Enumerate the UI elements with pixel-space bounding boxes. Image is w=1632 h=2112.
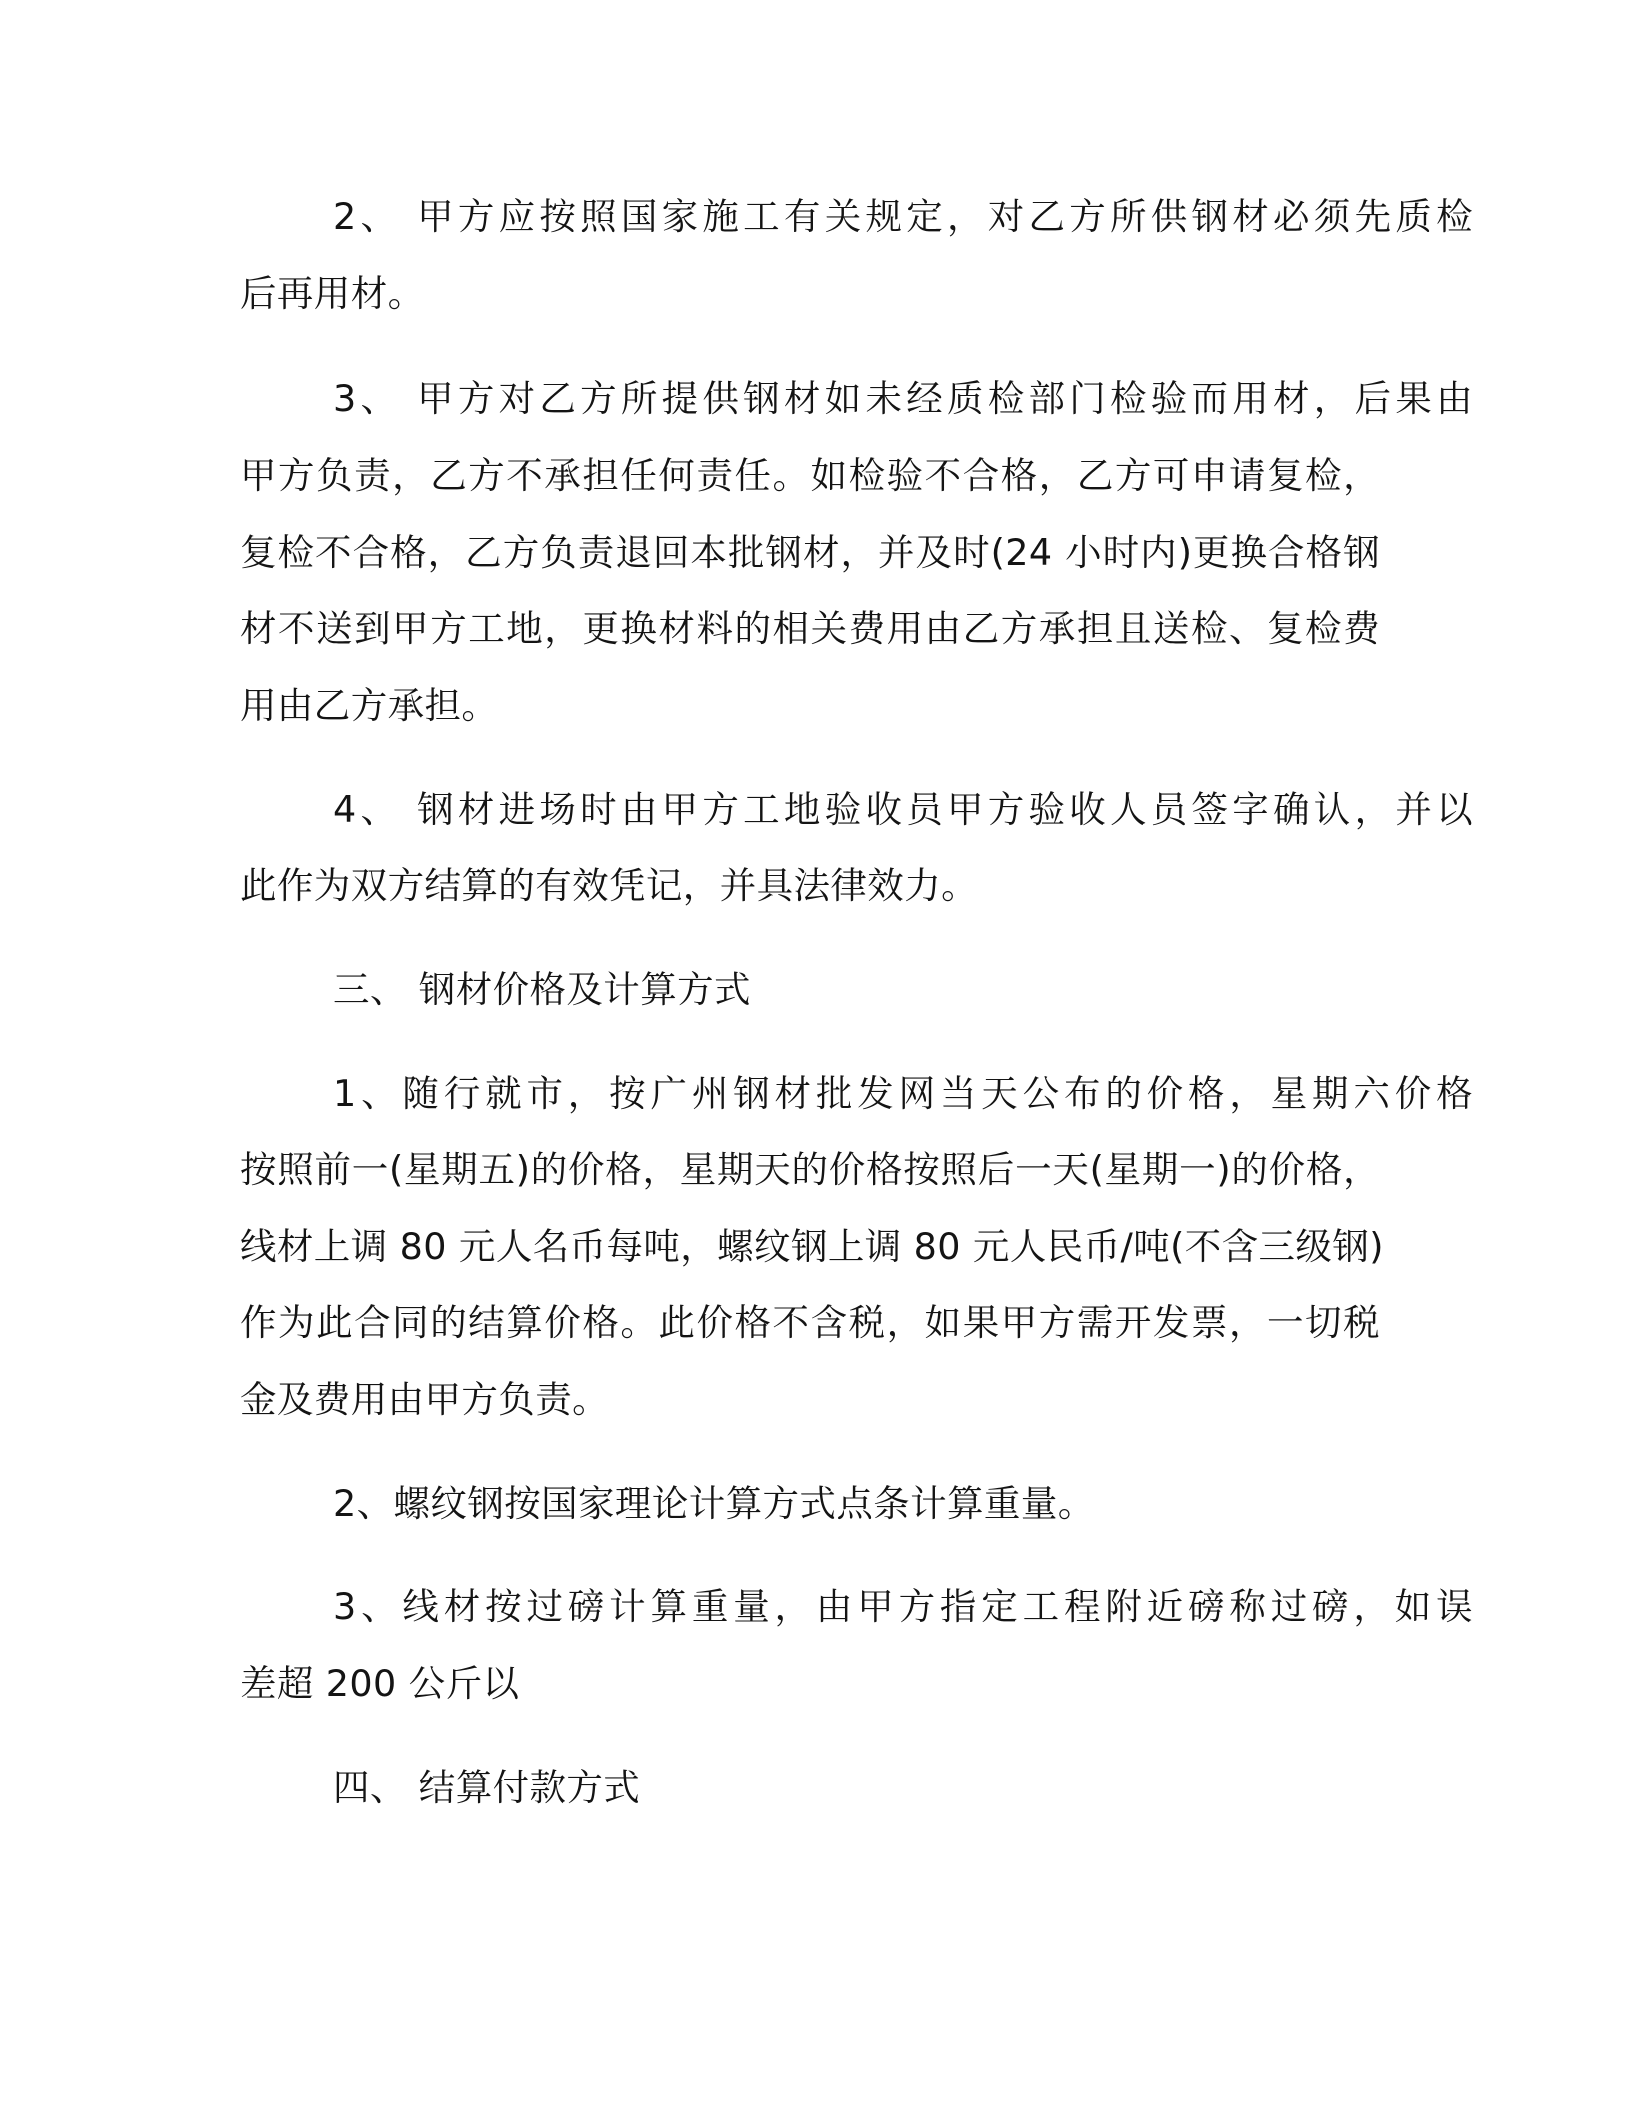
text-line: 线材上调 80 元人名币每吨，螺纹钢上调 80 元人民币/吨(不含三级钢) (240, 1225, 1384, 1268)
text-line: 1、随行就市，按广州钢材批发网当天公布的价格，星期六价格 (333, 1072, 1473, 1115)
text-line: 差超 200 公斤以 (240, 1662, 520, 1705)
text-line: 材不送到甲方工地，更换材料的相关费用由乙方承担且送检、复检费 (240, 607, 1380, 650)
text-line: 用由乙方承担。 (240, 684, 499, 727)
text-line: 2、螺纹钢按国家理论计算方式点条计算重量。 (333, 1482, 1095, 1525)
text-line: 金及费用由甲方负责。 (240, 1378, 609, 1421)
text-line: 甲方负责，乙方不承担任何责任。如检验不合格，乙方可申请复检， (240, 454, 1380, 497)
text-line: 2、 甲方应按照国家施工有关规定，对乙方所供钢材必须先质检 (333, 195, 1473, 238)
text-line: 作为此合同的结算价格。此价格不含税，如果甲方需开发票，一切税 (240, 1301, 1380, 1344)
text-line: 4、 钢材进场时由甲方工地验收员甲方验收人员签字确认，并以 (333, 788, 1473, 831)
text-line: 此作为双方结算的有效凭记，并具法律效力。 (240, 864, 978, 907)
text-line: 复检不合格，乙方负责退回本批钢材，并及时(24 小时内)更换合格钢 (240, 531, 1380, 574)
section-heading-text: 四、 结算付款方式 (333, 1766, 641, 1809)
text-line: 3、 甲方对乙方所提供钢材如未经质检部门检验而用材，后果由 (333, 377, 1473, 420)
text-line: 3、线材按过磅计算重量，由甲方指定工程附近磅称过磅，如误 (333, 1585, 1473, 1628)
text-line: 后再用材。 (240, 272, 425, 315)
text-line: 按照前一(星期五)的价格，星期天的价格按照后一天(星期一)的价格， (240, 1148, 1380, 1191)
section-heading-text: 三、 钢材价格及计算方式 (333, 968, 751, 1011)
